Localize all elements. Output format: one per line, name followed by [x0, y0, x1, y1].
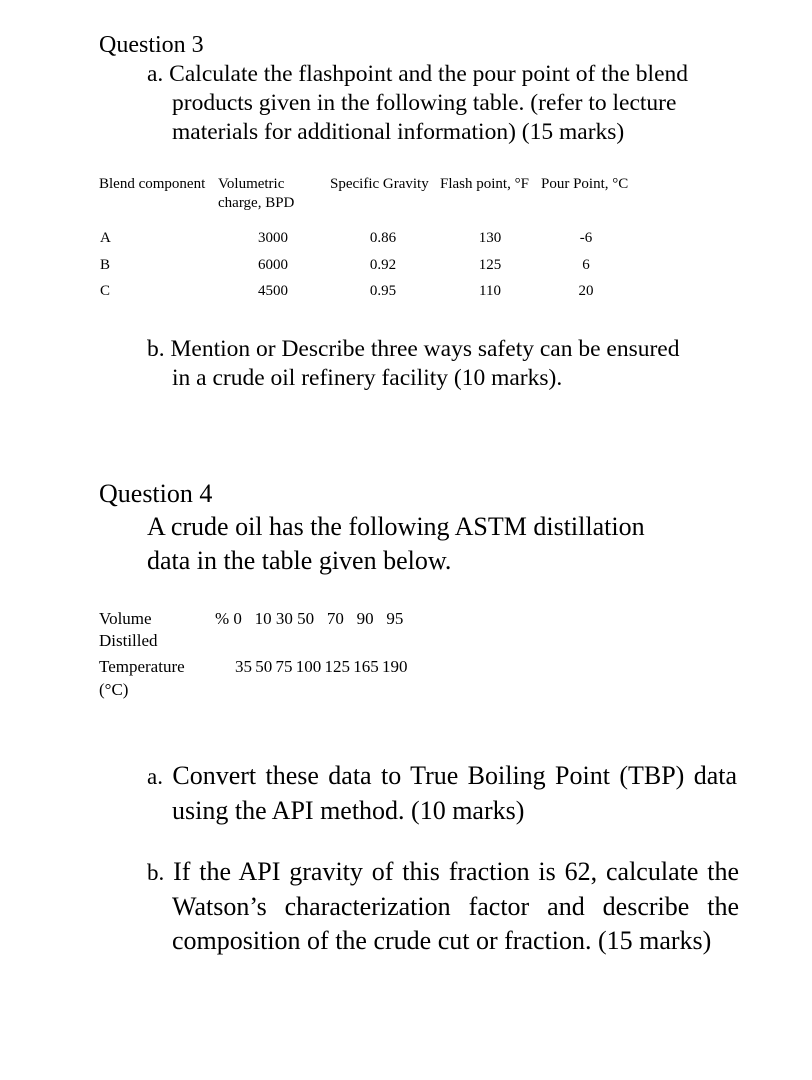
cell-component: B	[100, 257, 111, 273]
q4-intro-line1: A crude oil has the following ASTM distillation	[147, 512, 645, 541]
volume-distilled-values: % 0 10 30 50 70 90 95	[215, 609, 404, 628]
header-specific-gravity: Specific Gravity	[330, 176, 429, 192]
q4-part-b-marker: b.	[147, 860, 165, 885]
cell-component: C	[100, 283, 111, 299]
header-volumetric-2: charge, BPD	[218, 195, 295, 211]
header-pour-point: Pour Point, °C	[541, 176, 629, 192]
q4-part-a-marker: a.	[147, 764, 163, 789]
cell-specific-gravity: 0.92	[369, 257, 397, 273]
cell-volumetric: 3000	[258, 230, 288, 246]
header-flash-point: Flash point, °F	[440, 176, 529, 192]
cell-flash-point: 130	[478, 230, 502, 246]
q4-part-a-text: Convert these data to True Boiling Point (TBP) data using the API method. (10 marks)	[172, 761, 738, 825]
cell-specific-gravity: 0.95	[369, 283, 397, 299]
volume-distilled-label-1: Volume	[99, 609, 152, 628]
q4-intro-line2: data in the table given below.	[147, 546, 452, 575]
q3-part-a-line1: a. Calculate the flashpoint and the pour point of the blend	[147, 61, 689, 87]
q4-part-a	[147, 759, 737, 828]
header-volumetric-1: Volumetric	[218, 176, 285, 192]
question-4-title: Question 4	[99, 479, 213, 508]
q4-part-b	[147, 855, 739, 958]
header-blend-component: Blend component	[99, 176, 206, 192]
cell-volumetric: 4500	[258, 283, 288, 299]
cell-flash-point: 110	[479, 283, 501, 299]
cell-pour-point: 6	[582, 257, 590, 273]
cell-pour-point: -6	[579, 230, 593, 246]
question-3-title: Question 3	[99, 32, 204, 58]
temperature-label-1: Temperature	[99, 657, 185, 676]
temperature-values: 35 50 75 100 125 165 190	[235, 657, 408, 676]
q3-part-a-line2: products given in the following table. (refer to lecture	[172, 90, 677, 116]
q3-part-b-line1: b. Mention or Describe three ways safety can be ensured	[147, 336, 680, 362]
cell-pour-point: 20	[578, 283, 594, 299]
q3-part-a-line3: materials for additional information) (15 marks)	[172, 119, 625, 145]
q4-part-b-text: If the API gravity of this fraction is 62, calculate the Watson’s characterization factor and describe the composition of the crude cut or fraction. (15 marks)	[172, 857, 740, 955]
q3-part-b-line2: in a crude oil refinery facility (10 marks).	[172, 365, 563, 391]
cell-component: A	[100, 230, 111, 246]
temperature-label-2: (°C)	[99, 680, 129, 699]
volume-distilled-label-2: Distilled	[99, 631, 158, 650]
cell-volumetric: 6000	[258, 257, 288, 273]
cell-specific-gravity: 0.86	[369, 230, 397, 246]
cell-flash-point: 125	[478, 257, 502, 273]
